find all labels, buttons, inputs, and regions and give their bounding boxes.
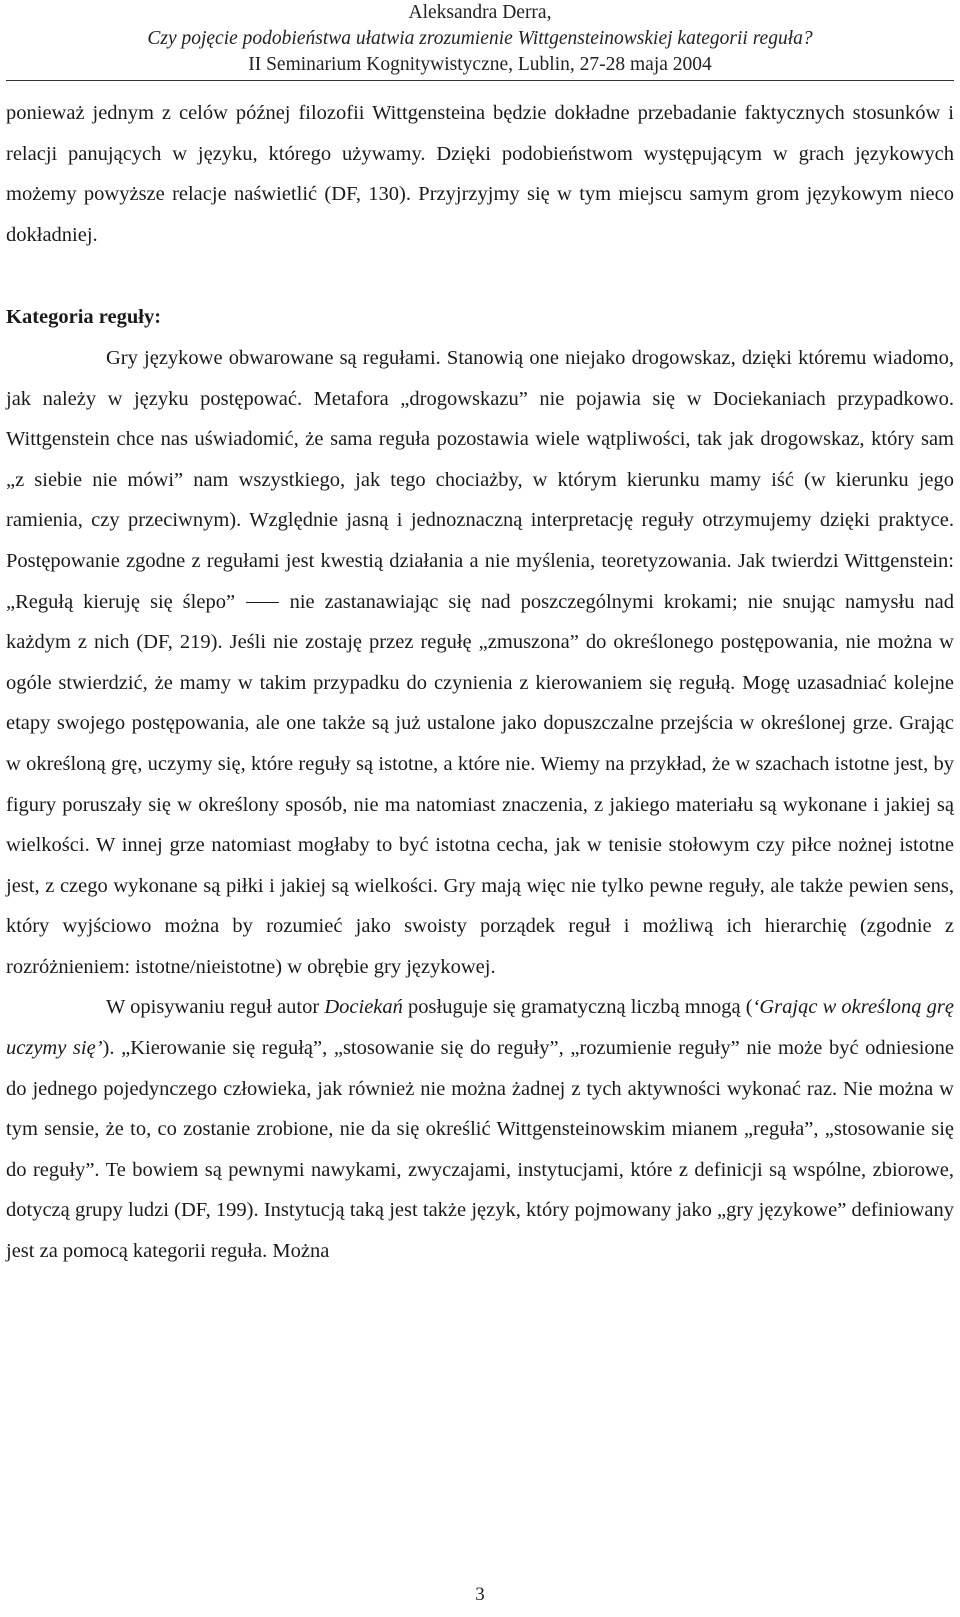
header-author: Aleksandra Derra, — [408, 2, 552, 23]
section-heading: Kategoria reguły: — [6, 306, 162, 329]
paragraph-text: W opisywaniu reguł autor — [106, 996, 325, 1019]
header-event: II Seminarium Kognitywistyczne, Lublin, 27-28 maja 2004 — [248, 54, 712, 75]
paragraph-text: posługuje się gramatyczną liczbą mnogą ( — [402, 996, 753, 1019]
paragraph-rules: Gry językowe obwarowane są regułami. Stanowią one niejako drogowskaz, dzięki któremu wiadomo, jak należy w języku postępować. Metafora „drogowskazu” nie pojawia się w Dociekaniach przypadkowo. Wittgenstein chce nas uświadomić, że sama reguła pozostawia wiele wątpliwości, tak jak drogowskaz, który sam „z siebie nie mówi” nam wszystkiego, jak tego chociażby, w którym kierunku mamy iść (w kierunku jego ramienia, czy przeciwnym). Względnie jasną i jednoznaczną interpretację reguły otrzymujemy dzięki praktyce. Postępowanie zgodne z regułami jest kwestią działania a nie myślenia, teoretyzowania. Jak twierdzi Wittgenstein: „Regułą kieruję się ślepo” ⸺ nie zastanawiając się nad poszczególnymi krokami; nie snując namysłu nad każdym z nich (DF, 219). Jeśli nie zostaję przez regułę „zmuszona” do określonego postępowania, nie można w ogóle stwierdzić, że mamy w takim przypadku do czynienia z kierowaniem się regułą. Mogę uzasadniać kolejne etapy swojego postępowania, ale one także są już ustalone jako dopuszczalne przejścia w określonej grze. Grając w określoną grę, uczymy się, które reguły są istotne, a które nie. Wiemy na przykład, że w szachach istotne jest, by figury poruszały się w określony sposób, nie ma natomiast znaczenia, z jakiego materiału są wykonane i jakiej są wielkości. W innej grze natomiast mogłaby to być istotna cecha, jak w tenisie stołowym czy piłce nożnej istotne jest, z czego wykonane są piłki i jakiej są wielkości. Gry mają więc nie tylko pewne reguły, ale także pewien sens, który wyjściowo można by rozumieć jako swoisty porządek reguł i możliwą ich hierarchię (zgodnie z rozróżnieniem: istotne/nieistotne) w obrębie gry językowej. — [6, 346, 954, 978]
header-divider — [6, 80, 954, 81]
book-title: Dociekań — [324, 996, 403, 1019]
page-number: 3 — [475, 1584, 485, 1605]
running-header — [0, 0, 960, 78]
paragraph-continuation: ponieważ jednym z celów późnej filozofii Wittgensteina będzie dokładne przebadanie faktycznych stosunków i relacji panujących w języku, którego używamy. Dzięki podobieństwom występującym w grach językowych możemy powyższe relacje naświetlić (DF, 130). Przyjrzyjmy się w tym miejscu samym grom językowym nieco dokładniej. — [6, 102, 954, 246]
paragraph-plural — [6, 987, 954, 1271]
paragraph-text: ). „Kierowanie się regułą”, „stosowanie się do reguły”, „rozumienie reguły” nie może być odniesione do jednego pojedynczego człowieka, jak również nie można żadnej z tych aktywności wykonać raz. Nie można w tym sensie, że to, co zostanie zrobione, nie da się określić Wittgensteinowskim mianem „reguła”, „stosowanie się do reguły”. Te bowiem są pewnymi nawykami, zwyczajami, instytucjami, które z definicji są wspólne, zbiorowe, dotyczą grupy ludzi (DF, 199). Instytucją taką jest także język, który pojmowany jako „gry językowe” definiowany jest za pomocą kategorii reguła. Można — [6, 1037, 954, 1263]
body-text — [6, 93, 954, 1272]
header-title: Czy pojęcie podobieństwa ułatwia zrozumienie Wittgensteinowskiej kategorii reguła? — [147, 28, 813, 49]
italic-quote: ‘Grając w określoną grę uczymy się’ — [6, 996, 954, 1060]
